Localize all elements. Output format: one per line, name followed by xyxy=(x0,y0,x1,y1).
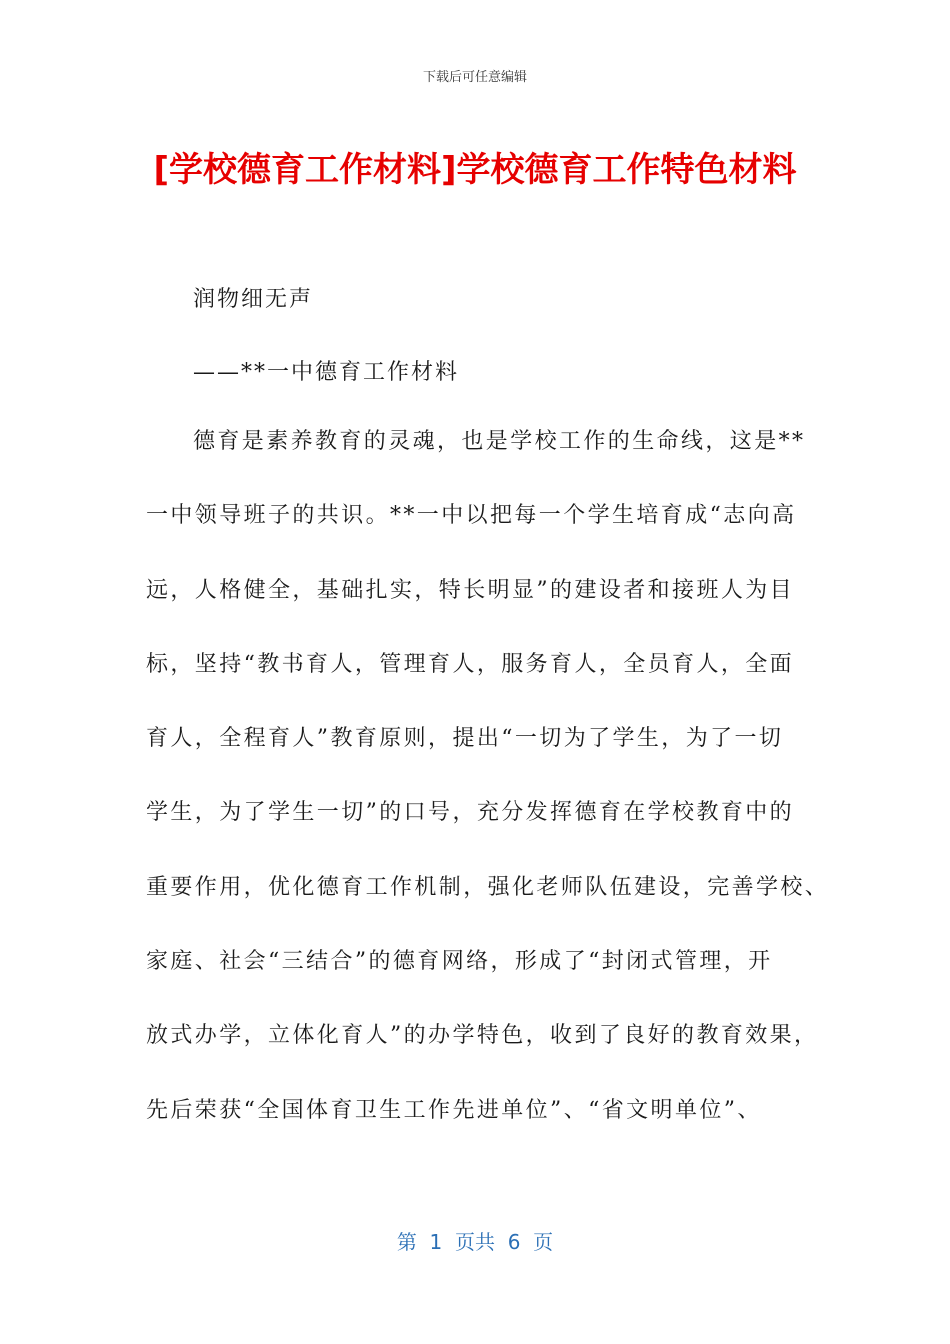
body-line: 家庭、社会“三结合”的德育网络，形成了“封闭式管理，开 xyxy=(146,949,773,975)
body-line: 先后荣获“全国体育卫生工作先进单位”、“省文明单位”、 xyxy=(146,1097,762,1123)
body-line: 远，人格健全，基础扎实，特长明显”的建设者和接班人为目 xyxy=(146,577,795,603)
body-line: 放式办学，立体化育人”的办学特色，收到了良好的教育效果， xyxy=(146,1023,819,1049)
body-line: 标，坚持“教书育人，管理育人，服务育人，全员育人，全面 xyxy=(146,651,795,677)
page-number-footer: 第 1 页共 6 页 xyxy=(396,1230,554,1254)
body-line: 育人，全程育人”教育原则，提出“一切为了学生，为了一切 xyxy=(146,726,784,752)
header-note: 下载后可任意编辑 xyxy=(422,70,527,85)
body-line: 学生，为了学生一切”的口号，充分发挥德育在学校教育中的 xyxy=(146,800,795,826)
body-text xyxy=(146,426,830,1169)
subtitle: 润物细无声 xyxy=(193,287,314,312)
subtitle-source: ——**一中德育工作材料 xyxy=(193,360,460,385)
body-line: 德育是素养教育的灵魂，也是学校工作的生命线，这是** xyxy=(193,429,806,454)
document-title: [学校德育工作材料]学校德育工作特色材料 xyxy=(153,150,797,190)
body-line: 重要作用，优化德育工作机制，强化老师队伍建设，完善学校、 xyxy=(146,874,830,900)
body-line: 一中领导班子的共识。**一中以把每一个学生培育成“志向高 xyxy=(146,503,797,529)
